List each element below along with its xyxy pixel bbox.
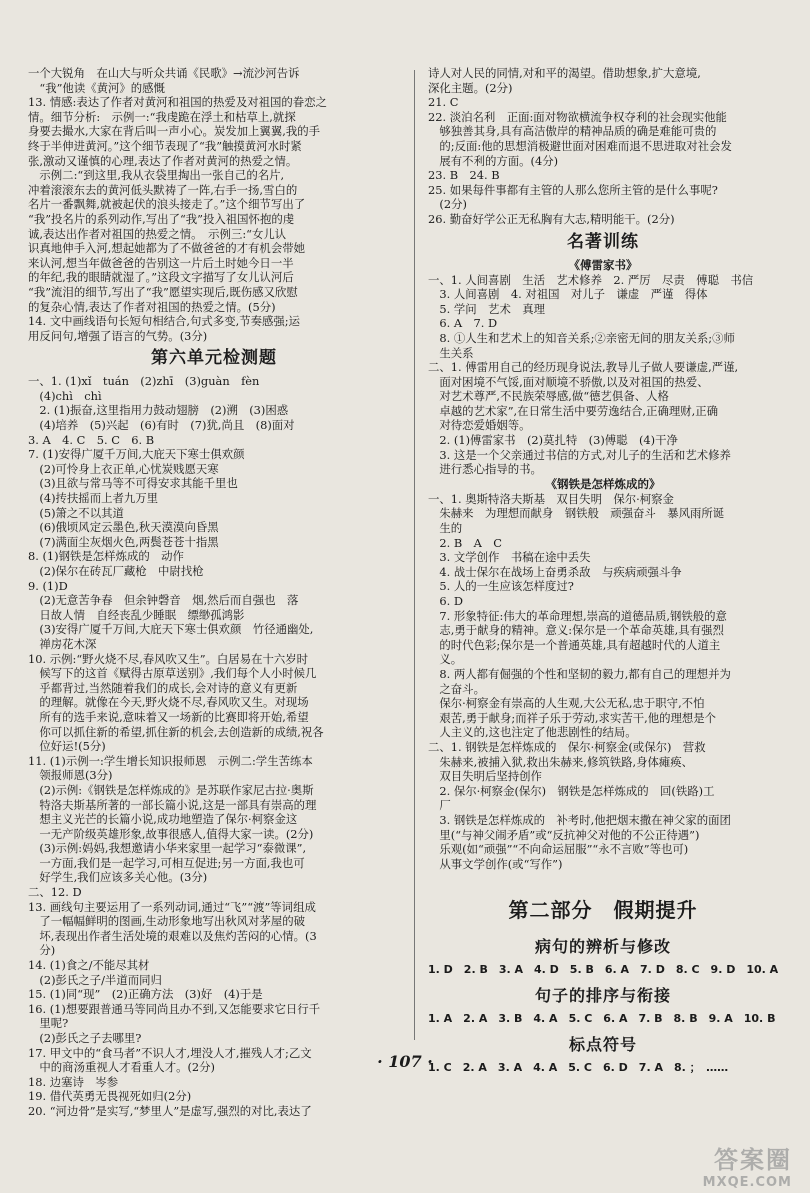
text-line: 21. C	[428, 95, 459, 110]
text-line: (4)chì chì	[28, 388, 102, 403]
text-line: “我”流泪的细节,写出了“我”愿望实现后,既伤感又欣慰	[28, 284, 298, 299]
text-line: 张,激动又谨慎的心理,表达了作者对黄河的热爱之情。	[28, 153, 298, 168]
text-line: 名片一番飘舞,就被起伏的浪头接走了。”这个细节写出了	[28, 197, 306, 212]
text-line: 20. “河边骨”是实写,“梦里人”是虚写,强烈的对比,表达了	[28, 1103, 312, 1118]
unit-six-heading: 第六单元检测题	[151, 348, 277, 369]
book-title-fulei: 《傅雷家书》	[568, 257, 638, 272]
text-line: 乐观(如“顽强”“不向命运屈服”“永不言败”等也可)	[428, 842, 689, 857]
text-line: 了一幅幅鲜明的图画,生动形象地写出秋风对茅屋的破	[28, 914, 305, 929]
text-line: 2. B A C	[428, 535, 502, 550]
classics-heading: 名著训练	[567, 231, 639, 252]
text-line: 9. (1)D	[28, 578, 68, 593]
book-title-steel: 《钢铁是怎样炼成的》	[545, 476, 661, 491]
text-line: 2. (1)傅雷家书 (2)莫扎特 (3)傅聪 (4)干净	[428, 433, 678, 448]
text-line: 朱赫来,被捕入狱,救出朱赫来,修筑铁路,身体瘫痪、	[428, 754, 694, 769]
text-line: 22. 淡泊名利 正面:面对物欲横流争权夺利的社会现实他能	[428, 109, 727, 124]
text-line: 3. 文学创作 书稿在途中丢失	[428, 550, 591, 565]
text-line: 3. 钢铁是怎样炼成的 补考时,他把烟末撒在神父家的面团	[428, 812, 731, 827]
text-line: 对待恋爱婚姻等。	[428, 418, 531, 433]
text-line: 情。细节分析: 示例一:“我虔跪在浮土和枯草上,就探	[28, 109, 296, 124]
text-line: 对艺术尊严,不民族荣辱感,做“德艺俱备、人格	[428, 389, 669, 404]
sick-sentence-heading: 病句的辨析与修改	[534, 937, 671, 957]
text-line: 2. (1)振奋,这里指用力鼓动翅膀 (2)溯 (3)困惑	[28, 403, 289, 418]
text-line: 的年纪,我的眼睛就湿了。”这段文字描写了女儿认河后	[28, 270, 294, 285]
text-line: 25. 如果每件事都有主管的人那么您所主管的是什么事呢?	[428, 182, 718, 197]
text-line: 冲着滚滚东去的黄河低头默祷了一阵,右手一扬,雪白的	[28, 182, 298, 197]
text-line: 3. A 4. C 5. C 6. B	[28, 432, 155, 447]
sentence-order-heading: 句子的排序与衔接	[534, 986, 671, 1006]
text-line: 26. 勤奋好学公正无私胸有大志,精明能干。(2分)	[428, 211, 675, 226]
watermark-logo	[703, 1140, 792, 1190]
text-line: (2)示例:《钢铁是怎样炼成的》是苏联作家尼古拉·奥斯	[28, 782, 314, 797]
answer-block-top-left	[28, 66, 400, 343]
text-line: 一、1. 人间喜剧 生活 艺术修养 2. 严厉 尽责 傅聪 书信	[428, 272, 754, 287]
left-column	[28, 66, 400, 1119]
right-column	[428, 66, 778, 1080]
text-line: 生关系	[428, 345, 474, 360]
punctuation-answers: 1. C 2. A 3. A 4. A 5. C 6. D 7. A 8. ； ……	[428, 1061, 729, 1075]
text-line: 6. D	[428, 594, 464, 608]
text-line: 的理解。就像在今天,野火烧不尽,春风吹又生。对现场	[28, 695, 309, 710]
text-line: 想主义光芒的长篇小说,成功地塑造了保尔·柯察金这	[28, 812, 298, 827]
text-line: (2分)	[428, 197, 467, 212]
text-line: 18. 边塞诗 岑参	[28, 1074, 119, 1089]
text-line: 14. 文中画线语句长短句相结合,句式多变,节奏感强;运	[28, 314, 301, 329]
text-line: 你可以抓住新的希望,抓住新的机会,去创造新的成绩,祝各	[28, 724, 324, 739]
text-line: 坏,表现出作者生活处境的艰难以及焦灼苦闷的心情。(3	[28, 928, 317, 943]
text-line: “我”他读《黄河》的感慨	[28, 80, 165, 95]
text-line: 14. (1)食之/不能尽其材	[28, 958, 150, 973]
text-line: 好学生,我们应该多关心他。(3分)	[28, 870, 208, 885]
text-line: 二、1. 钢铁是怎样炼成的 保尔·柯察金(或保尔) 营救	[428, 739, 706, 754]
text-line: 17. 甲文中的“食马者”不识人才,埋没人才,摧残人才;乙文	[28, 1045, 312, 1060]
text-line: 义。	[428, 652, 463, 667]
answer-block-top-right	[428, 66, 778, 227]
text-line: 5. 学问 艺术 真理	[428, 301, 546, 316]
text-line: 志,勇于献身的精神。意义:保尔是一个革命英雄,具有强烈	[428, 623, 724, 638]
text-line: 诚,表达出作者对祖国的热爱之情。 示例三:“女儿认	[28, 226, 287, 241]
text-line: 终于半伸进黄河。”这个细节表现了“我”触摸黄河水时紧	[28, 138, 302, 153]
text-line: 分)	[28, 943, 56, 958]
part-two-heading: 第二部分 假期提升	[508, 898, 698, 923]
text-line: (2)彭氏之子/半道而同归	[28, 972, 162, 987]
text-line: 一无产阶级英雄形象,故事很感人,值得大家一读。(2分)	[28, 826, 314, 841]
text-line: 一、1. (1)xǐ tuán (2)zhī (3)guàn fèn	[28, 374, 260, 389]
text-line: (3)且欲与常马等不可得安求其能千里也	[28, 476, 238, 491]
text-line: 诗人对人民的同情,对和平的渴望。借助想象,扩大意境,	[428, 66, 701, 80]
text-line: 用反问句,增强了语言的气势。(3分)	[28, 328, 208, 343]
text-line: 进行悉心指导的书。	[428, 462, 542, 477]
text-line: 卓越的艺术家”,在日常生活中要劳逸结合,正确理财,正确	[428, 403, 719, 418]
text-line: 5. 人的一生应该怎样度过?	[428, 579, 574, 594]
text-line: 所有的选手来说,意味着又一场新的比赛即将开始,希望	[28, 709, 309, 724]
text-line: 展有不利的方面。(4分)	[428, 153, 559, 168]
text-line: 身要去撮水,大家在背后叫一声小心。炭发加上翼翼,我的手	[28, 124, 321, 139]
text-line: 之奋斗。	[428, 681, 485, 696]
text-line: 的;反面:他的思想消极避世面对困难而退不思进取对社会发	[428, 138, 732, 153]
text-line: 人主义的,这也注定了他悲剧性的结局。	[428, 725, 637, 740]
sentence-order-answers: 1. A 2. A 3. B 4. A 5. C 6. A 7. B 8. B 9. A 10. B	[428, 1012, 776, 1026]
text-line: 8. 两人都有倔强的个性和坚韧的毅力,都有自己的理想并为	[428, 666, 731, 681]
text-line: 15. (1)同“现” (2)正确方法 (3)好 (4)于是	[28, 987, 263, 1002]
fulei-answers	[428, 273, 778, 477]
text-line: 7. 形象特征:伟大的革命理想,崇高的道德品质,钢铁般的意	[428, 608, 727, 623]
text-line: 二、12. D	[28, 885, 82, 900]
text-line: 的时代色彩;保尔是一个普通英雄,具有超越时代的人道主	[428, 637, 721, 652]
text-line: 厂	[428, 798, 451, 813]
page-number: · 107 ·	[377, 1052, 433, 1071]
text-line: 一、1. 奥斯特洛夫斯基 双目失明 保尔·柯察金	[428, 491, 674, 506]
text-line: (2)彭氏之子去哪里?	[28, 1031, 142, 1045]
text-line: 8. (1)钢铁是怎样炼成的 动作	[28, 549, 184, 564]
text-line: 双目失明后坚持创作	[428, 769, 542, 784]
text-line: 16. (1)想要跟普通马等同尚且办不到,又怎能要求它日行千	[28, 1001, 321, 1016]
text-line: 够独善其身,具有高洁傲岸的精神品质的确是难能可贵的	[428, 124, 717, 139]
text-line: (4)培养 (5)兴起 (6)有时 (7)犹,尚且 (8)面对	[28, 418, 295, 433]
text-line: 面对困境不气馁,面对顺境不骄傲,以及对祖国的热爱、	[428, 374, 709, 389]
text-line: 艰苦,勇于献身;而祥子乐于劳动,求实苦干,他的理想是个	[428, 710, 717, 725]
text-line: 示例二:“到这里,我从衣袋里掏出一张自己的名片,	[28, 168, 285, 183]
text-line: 日故人情 自经丧乱少睡眠 缥缈孤鸿影	[28, 607, 245, 622]
text-line: (6)俄顷风定云墨色,秋天漠漠向昏黑	[28, 520, 219, 535]
text-line: (2)可怜身上衣正单,心忧炭贱愿天寒	[28, 461, 219, 476]
text-line: 候写下的这首《赋得古原草送别》,我们每个人小时候几	[28, 666, 317, 681]
text-line: 的复杂心情,表达了作者对祖国的热爱之情。(5分)	[28, 299, 276, 314]
text-line: 11. (1)示例一:学生增长知识报师恩 示例二:学生苦练本	[28, 753, 313, 768]
text-line: 8. ①人生和艺术上的知音关系;②亲密无间的朋友关系;③师	[428, 330, 735, 345]
text-line: 3. 人间喜剧 4. 对祖国 对儿子 谦虚 严谨 得体	[428, 287, 708, 302]
text-line: 特洛夫斯基所著的一部长篇小说,这是一部具有崇高的理	[28, 797, 317, 812]
text-line: 6. A 7. D	[428, 316, 498, 331]
text-line: 7. (1)安得广厦千万间,大庇天下寒士俱欢颜	[28, 447, 245, 462]
text-line: (5)箫之不以其道	[28, 505, 124, 520]
text-line: 4. 战士保尔在战场上奋勇杀敌 与疾病顽强斗争	[428, 564, 682, 579]
text-line: 深化主题。(2分)	[428, 80, 513, 95]
text-line: 保尔·柯察金有崇高的人生观,大公无私,忠于职守,不怕	[428, 696, 705, 711]
text-line: 禅房花木深	[28, 636, 97, 651]
text-line: (2)无意苦争春 但余钟磬音 烟,然后而自强也 落	[28, 593, 299, 608]
text-line: 3. 这是一个父亲通过书信的方式,对儿子的生活和艺术修养	[428, 447, 731, 462]
text-line: 里(“与神父闹矛盾”或“反抗神父对他的不公正待遇”)	[428, 827, 700, 842]
punctuation-heading: 标点符号	[568, 1035, 637, 1055]
text-line: 13. 画线句主要运用了一系列动词,通过“飞”“渡”等词组成	[28, 899, 316, 914]
sick-sentence-answers: 1. D 2. B 3. A 4. D 5. B 6. A 7. D 8. C 9. D 10. A	[428, 963, 779, 977]
unit-six-answers	[28, 374, 400, 1118]
steel-answers	[428, 492, 778, 871]
text-line: (2)保尔在砖瓦厂藏枪 中尉找枪	[28, 564, 204, 578]
text-line: 一方面,我们是一起学习,可相互促进;另一方面,我也可	[28, 855, 305, 870]
text-line: 10. 示例:“野火烧不尽,春风吹又生”。白居易在十六岁时	[28, 651, 309, 666]
text-line: 生的	[428, 521, 463, 536]
text-line: (4)抟扶摇而上者九万里	[28, 491, 159, 506]
text-line: 中的商汤重视人才看重人才。(2分)	[28, 1060, 215, 1075]
text-line: 识真地伸手入河,想起她都为了不做爸爸的才有机会带她	[28, 241, 305, 256]
text-line: 位好运!(5分)	[28, 739, 106, 754]
text-line: 一个大锐角 在山大与听众共诵《民歌》→流沙河告诉	[28, 66, 300, 80]
text-line: 乎都背过,当然随着我们的成长,会对诗的意义有更新	[28, 680, 298, 695]
text-line: 来认河,想当年做爸爸的告别这一片后土时她今日一半	[28, 255, 294, 270]
watermark-url: MXQE.COM	[702, 1175, 792, 1190]
text-line: 13. 情感:表达了作者对黄河和祖国的热爱及对祖国的眷恋之	[28, 95, 327, 110]
watermark-text: 答案圈	[714, 1146, 792, 1174]
text-line: 2. 保尔·柯察金(保尔) 钢铁是怎样炼成的 回(铁路)工	[428, 783, 715, 798]
text-line: 二、1. 傅雷用自己的经历现身说法,教导儿子做人要谦虚,严谨,	[428, 360, 739, 375]
text-line: (3)示例:妈妈,我想邀请小华来家里一起学习“泰微课”,	[28, 841, 307, 856]
text-line: 里呢?	[28, 1016, 69, 1031]
text-line: 朱赫来 为理想而献身 钢铁般 顽强奋斗 暴风雨所诞	[428, 506, 725, 521]
text-line: 19. 借代英勇无畏视死如归(2分)	[28, 1089, 192, 1104]
text-line: (3)安得广厦千万间,大庇天下寒士俱欢颜 竹径通幽处,	[28, 622, 314, 637]
text-line: 从事文学创作(或“写作”)	[428, 856, 563, 871]
text-line: 领报师恩(3分)	[28, 768, 113, 783]
text-line: 23. B 24. B	[428, 168, 500, 183]
column-divider	[414, 70, 415, 1040]
text-line: “我”投名片的系列动作,写出了“我”投入祖国怀抱的虔	[28, 211, 295, 226]
text-line: (7)满面尘灰烟火色,两鬓苍苍十指黑	[28, 534, 219, 549]
